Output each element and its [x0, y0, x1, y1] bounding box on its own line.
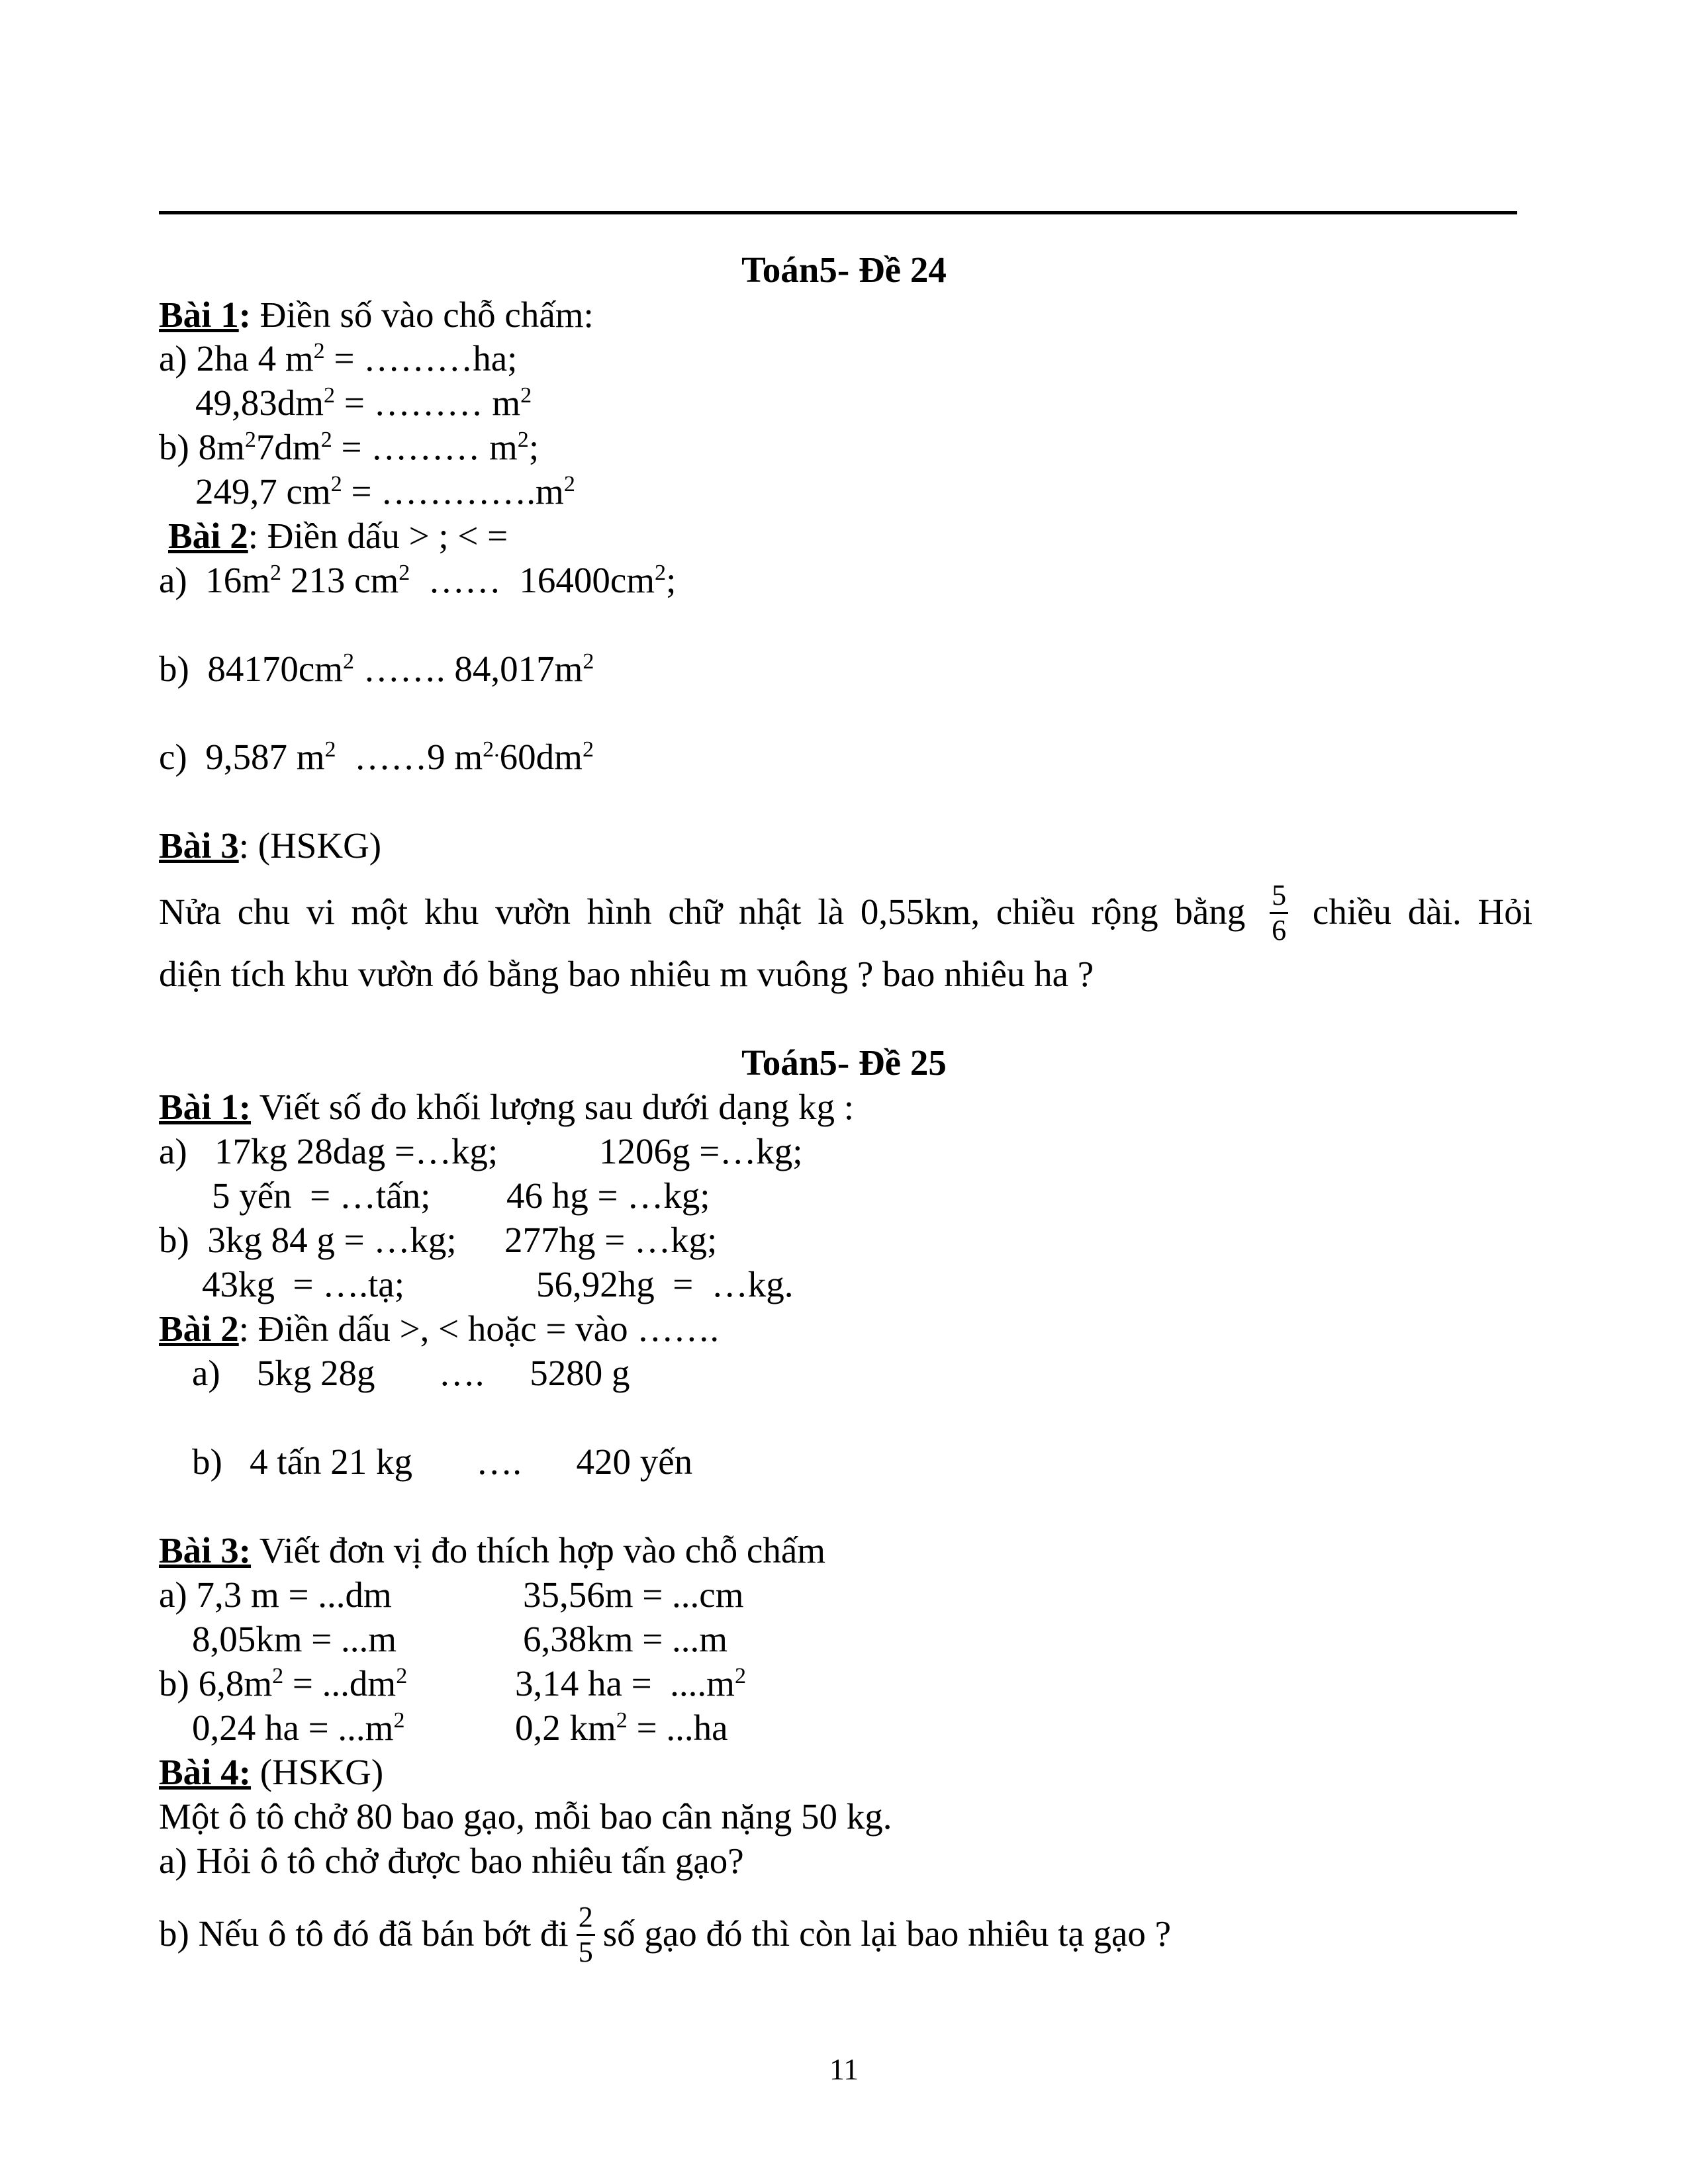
de25-bai1-b2: 43kg = ….tạ;	[202, 1264, 404, 1304]
de24-bai3-line1: Nửa chu vi một khu vườn hình chữ nhật là 0,55km, chiều rộng bằng $\frac{5}{6}$ chiều dài. Hỏi	[159, 879, 1533, 946]
de25-bai1-a1: a) 17kg 28dag =…kg;	[159, 1131, 498, 1171]
section-title-de24: Toán5- Đề 24	[741, 250, 947, 290]
de25-bai4-line3: b) Nếu ô tô đó đã bán bớt đi $\frac{2}{5}$ số gạo đó thì còn lại bao nhiêu tạ gạo ?	[159, 1900, 1172, 1968]
de24-bai3-line2: diện tích khu vườn đó bằng bao nhiêu m vuông ? bao nhiêu ha ?	[159, 954, 1094, 994]
bai-heading: Viết đơn vị đo thích hợp vào chỗ chấm	[251, 1530, 826, 1570]
de25-bai2-a: a) 5kg 28g …. 5280 g	[192, 1353, 630, 1393]
colon: :	[238, 295, 252, 335]
de24-bai3-heading	[159, 825, 381, 867]
bai-heading: : Điền dấu >, < hoặc = vào …….	[238, 1308, 720, 1349]
de25-bai3-a2b: 6,38km = ...m	[523, 1619, 728, 1659]
de25-bai2-heading	[159, 1308, 719, 1350]
bai-heading: (HSKG)	[251, 1752, 384, 1792]
de25-bai3-b2: 0,24 ha = $...m^2$	[192, 1707, 405, 1748]
bai-label: Bài 1	[159, 295, 239, 335]
de24-bai1-b1: b) $8m^27dm^2$ = ……… $m^2$;	[159, 427, 539, 467]
de24-bai2-heading	[168, 515, 508, 557]
de25-bai1-b2b: 56,92hg = …kg.	[536, 1264, 794, 1304]
de25-bai1-a2b: 46 hg = …kg;	[506, 1175, 710, 1216]
de24-bai2-c: c) 9,587 $m^2$ ……9 $m^{2.}60dm^2$	[159, 737, 594, 777]
section-title-de25: Toán5- Đề 25	[741, 1042, 947, 1083]
bai-heading: : (HSKG)	[238, 825, 382, 866]
bai-label: Bài 1:	[159, 1087, 252, 1127]
de25-bai3-b2b: 0,2 $km^2 = ...ha$	[515, 1707, 728, 1748]
de24-bai1-a2: $49,83dm^2$ = ……… $m^2$	[195, 383, 532, 423]
de25-bai1-b1: b) 3kg 84 g = …kg;	[159, 1220, 457, 1260]
de24-bai2-b: b) $84170cm^2$ ……. $84,017m^2$	[159, 649, 594, 689]
de25-bai4-line1: Một ô tô chở 80 bao gạo, mỗi bao cân nặng 50 kg.	[159, 1796, 892, 1837]
de25-bai3-a1b: 35,56m = ...cm	[523, 1574, 744, 1615]
de25-bai3-a2: 8,05km = ...m	[192, 1619, 397, 1659]
top-rule	[159, 211, 1517, 214]
de24-bai1-b2: 249,7 $cm^2$ = $\dots\dots\dots\dots.m^2$	[195, 471, 575, 512]
de25-bai2-b: b) 4 tấn 21 kg …. 420 yến	[192, 1441, 693, 1482]
de25-bai1-b1b: 277hg = …kg;	[504, 1220, 718, 1260]
fraction-2-5: $\frac{2}{5}$	[577, 1903, 595, 1967]
bai-heading: Viết số đo khối lượng sau dưới dạng kg :	[251, 1087, 854, 1127]
de24-bai1-heading	[159, 294, 594, 336]
de25-bai1-a2: 5 yến = …tấn;	[212, 1175, 431, 1216]
bai-label: Bài 2	[159, 1308, 239, 1349]
bai-heading: : Điền dấu > ; < =	[248, 516, 508, 556]
de24-bai1-a1: a) 2ha 4 $m^2$ = ………ha;	[159, 338, 518, 379]
de25-bai3-a1: a) 7,3 m = ...dm	[159, 1574, 392, 1615]
bai-heading: Điền số vào chỗ chấm:	[259, 295, 594, 335]
page-number: 11	[829, 2052, 859, 2086]
de25-bai3-heading	[159, 1529, 825, 1572]
de24-bai2-a: a) $16m^2$ 213 $cm^2$ …… $16400cm^2$;	[159, 560, 677, 600]
bai-label: Bài 4:	[159, 1752, 252, 1792]
de25-bai4-line2: a) Hỏi ô tô chở được bao nhiêu tấn gạo?	[159, 1841, 744, 1881]
bai-label: Bài 2	[168, 516, 248, 556]
bai-label: Bài 3:	[159, 1530, 252, 1570]
de25-bai3-b1: b) $6,8m^2 = ...dm^2$	[159, 1663, 408, 1704]
fraction-5-6: $\frac{5}{6}$	[1270, 881, 1288, 945]
de25-bai4-heading	[159, 1751, 383, 1794]
de25-bai3-b1b: 3,14 ha = $....m^2$	[515, 1663, 747, 1704]
de25-bai1-a1b: 1206g =…kg;	[599, 1131, 803, 1171]
bai-label: Bài 3	[159, 825, 239, 866]
de25-bai1-heading	[159, 1086, 854, 1128]
